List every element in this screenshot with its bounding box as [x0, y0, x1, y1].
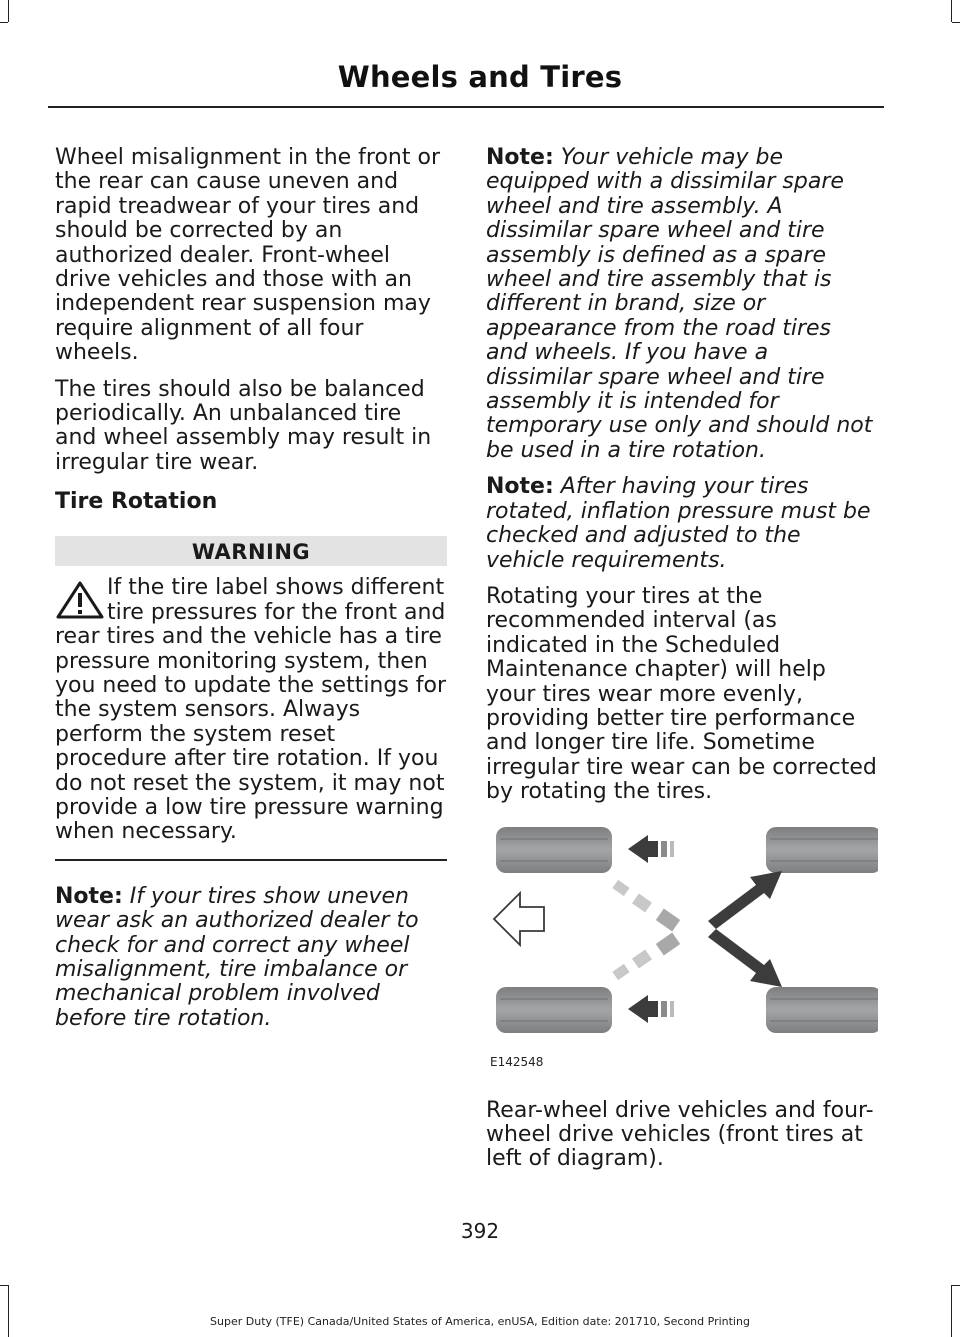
balance-paragraph: The tires should also be balanced periodically. An unbalanced tire and wheel assembly may result in irregular tire wear. — [55, 376, 432, 475]
warning-body — [55, 576, 447, 844]
header-rule — [48, 106, 884, 108]
warning-box — [55, 536, 447, 860]
crop-mark-bottom-right-h — [952, 1285, 960, 1286]
left-column — [55, 146, 447, 1043]
crop-mark-bottom-left-h — [0, 1285, 8, 1286]
arrow-rear-to-front-top — [628, 835, 674, 863]
tire-front-right — [496, 987, 612, 1033]
misalignment-paragraph: Wheel misalignment in the front or the rear can cause uneven and rapid treadwear of your tires and should be corrected by an authorized dealer. Front-wheel drive vehicles and those with an independent rear suspension may require alignment of all four wheels. — [55, 145, 440, 366]
footer-text: Super Duty (TFE) Canada/United States of America, enUSA, Edition date: 201710, Second Printing — [210, 1315, 750, 1328]
inflation-note — [486, 475, 878, 573]
tire-front-left — [496, 827, 612, 873]
right-column — [486, 146, 878, 1184]
crop-mark-bottom-left-v — [8, 1285, 9, 1337]
tire-rear-left — [766, 827, 878, 873]
crop-mark-top-right-v — [951, 0, 952, 22]
warning-triangle-icon — [55, 580, 105, 620]
crop-mark-top-left-h — [0, 22, 8, 23]
cross-arrow-to-rear-left — [708, 871, 782, 929]
arrow-rear-to-front-bottom — [628, 995, 674, 1023]
note-label: Note: — [55, 883, 123, 909]
crop-mark-top-right-h — [952, 22, 960, 23]
dissimilar-spare-note — [486, 146, 878, 463]
dashed-arrow-from-front — [612, 879, 680, 979]
note-label: Note: — [486, 145, 554, 170]
tire-rear-right — [766, 987, 878, 1033]
figure-code: E142548 — [490, 1054, 544, 1069]
crop-mark-top-left-v — [8, 0, 9, 22]
tire-rotation-heading: Tire Rotation — [55, 489, 218, 515]
note-text: If your tires show uneven wear ask an authorized dealer to check for and correct any wheel misalignment, tire imbalance or mechanical problem involved before tire rotation. — [55, 883, 419, 1031]
page-title: Wheels and Tires — [337, 60, 623, 94]
uneven-wear-note — [55, 885, 447, 1031]
note-label: Note: — [486, 474, 554, 500]
tire-rotation-diagram — [486, 827, 878, 1079]
rotation-pattern-illustration — [486, 827, 878, 1052]
figure-caption: Rear-wheel drive vehicles and four-wheel drive vehicles (front tires at left of diagram). — [486, 1097, 874, 1172]
note-text: After having your tires rotated, inflation pressure must be checked and adjusted to the vehicle requirements. — [486, 474, 871, 573]
crop-mark-bottom-right-v — [951, 1285, 952, 1337]
warning-title: WARNING — [55, 536, 447, 566]
warning-rule — [55, 859, 447, 861]
page-number: 392 — [460, 1219, 500, 1243]
cross-arrow-to-rear-right — [708, 929, 782, 987]
note-text: Your vehicle may be equipped with a dissimilar spare wheel and tire assembly. A dissimilar spare wheel and tire assembly is defined as a spare wheel and tire assembly that is different in brand, size or appearance from the road tires and wheels. If you have a dissimilar spare wheel and tire assembly it is intended for temporary use only and should not be used in a tire rotation. — [486, 145, 873, 463]
rotation-interval-paragraph: Rotating your tires at the recommended interval (as indicated in the Scheduled Maintenance chapter) will help your tires wear more evenly, providing better tire performance and longer tire life. Sometime irregular tire wear can be corrected by rotating the tires. — [486, 583, 877, 805]
vehicle-direction-arrow-icon — [494, 893, 544, 945]
warning-text: If the tire label shows different tire pressures for the front and rear tires and the vehicle has a tire pressure monitoring system, then you need to update the settings for the system sensors. Always perform the system reset procedure after tire rotation. If you do not reset the system, it may not provide a low tire pressure warning when necessary. — [55, 575, 447, 845]
